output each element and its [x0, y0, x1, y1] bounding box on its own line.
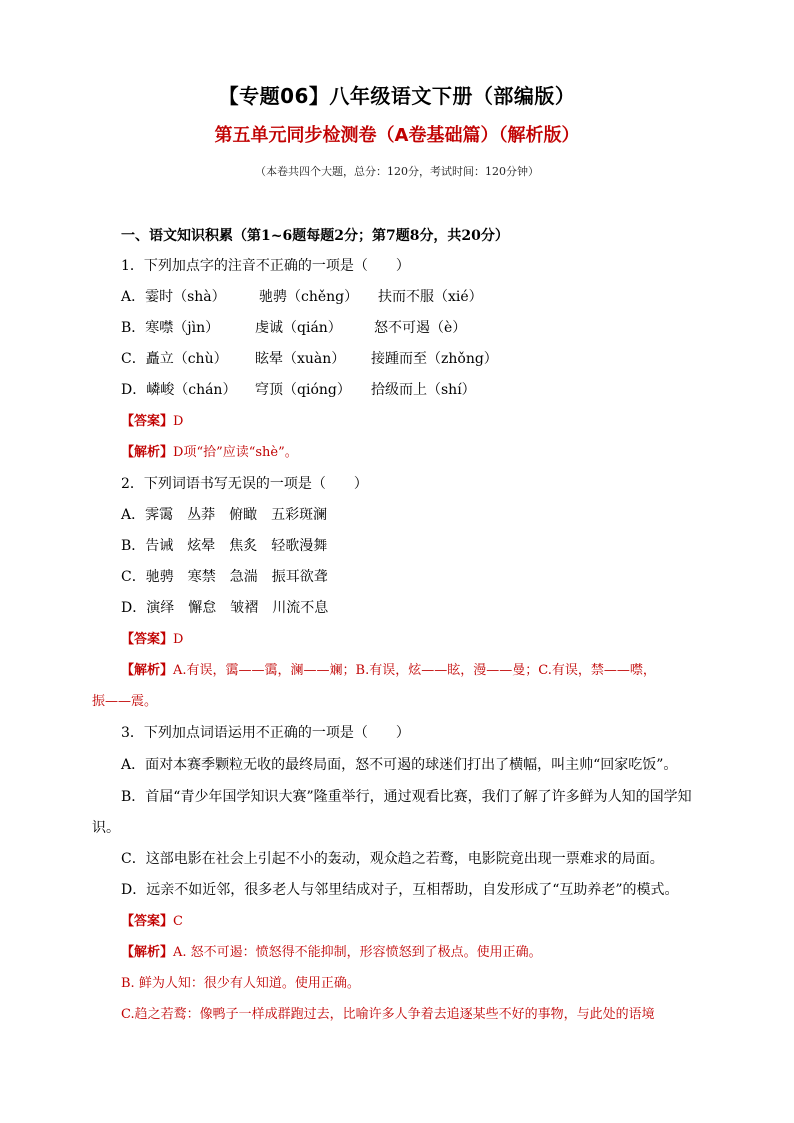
question-1-option-b	[0, 318, 794, 338]
answer-tag: 【答案】	[121, 914, 174, 929]
document-subtitle: 第五单元同步检测卷（A卷基础篇）（解析版）	[214, 125, 580, 146]
question-2-analysis	[121, 661, 656, 681]
option-part: 怒不可遏（è）	[374, 320, 467, 336]
question-3-analysis	[121, 943, 542, 963]
question-1-analysis	[121, 443, 298, 463]
analysis-text: A. 怒不可遏：愤怒得不能抑制，形容愤怒到了极点。使用正确。	[173, 945, 542, 960]
option-part: 驰骋（chěng）	[259, 289, 359, 305]
answer-value: D	[173, 632, 184, 647]
question-1-option-c	[0, 349, 794, 369]
answer-tag: 【答案】	[121, 414, 174, 429]
question-2-stem: 2．下列词语书写无误的一项是（ ）	[121, 476, 368, 492]
option-part: 拾级而上（shí）	[371, 382, 476, 398]
question-3-option-d: D．远亲不如近邻，很多老人与邻里结成对子，互相帮助，自发形成了“互助养老”的模式。	[121, 882, 679, 898]
answer-value: C	[173, 914, 183, 929]
analysis-tag: 【解析】	[121, 663, 174, 678]
question-1-answer	[121, 412, 183, 432]
question-2-option-d: D．演绎 懈怠 皱褶 川流不息	[121, 600, 329, 616]
analysis-tag: 【解析】	[121, 945, 174, 960]
question-2-option-a: A．霁霭 丛莽 俯瞰 五彩斑澜	[121, 507, 328, 523]
analysis-text: A.有误，霭——霭，澜——斓；B.有误，炫——眩，漫——曼；C.有误，禁——噤，	[173, 663, 656, 678]
section-heading: 一、语文知识积累（第1~6题每题2分；第7题8分，共20分）	[121, 228, 509, 244]
question-2-option-c: C．驰骋 寒禁 急湍 振耳欲聋	[121, 569, 328, 585]
question-1-option-a	[0, 287, 794, 307]
question-2-option-b: B．告诫 炫晕 焦炙 轻歌漫舞	[121, 538, 328, 554]
question-3-stem: 3．下列加点词语运用不正确的一项是（ ）	[121, 725, 410, 741]
question-3-option-c: C．这部电影在社会上引起不小的轰动，观众趋之若鹜，电影院竟出现一票难求的局面。	[121, 851, 664, 867]
answer-tag: 【答案】	[121, 632, 174, 647]
option-part: C．矗立（chù）	[121, 351, 228, 367]
question-3-analysis-c: C.趋之若鹜：像鸭子一样成群跑过去，比喻许多人争着去追逐某些不好的事物，与此处的语境	[121, 1007, 655, 1022]
analysis-tag: 【解析】	[121, 445, 174, 460]
analysis-text: D项“拾”应读“shè”。	[173, 445, 298, 460]
question-1-option-d	[0, 380, 794, 400]
question-3-answer	[121, 912, 183, 932]
question-1-stem: 1．下列加点字的注音不正确的一项是（ ）	[121, 258, 410, 274]
option-part: D．嶙峻（chán）	[121, 382, 237, 398]
option-part: 虔诚（qián）	[255, 320, 342, 336]
option-part: 扶而不服（xié）	[378, 289, 483, 305]
question-3-option-a: A．面对本赛季颗粒无收的最终局面，怒不可遏的球迷们打出了横幅，叫主帅“回家吃饭”。	[121, 757, 678, 773]
document-title: 【专题06】八年级语文下册（部编版）	[218, 84, 576, 108]
answer-value: D	[173, 414, 184, 429]
option-part: 穹顶（qióng）	[255, 382, 351, 398]
option-part: B．寒噤（jìn）	[121, 320, 220, 336]
option-part: A．霎时（shà）	[121, 289, 226, 305]
question-3-option-b: B．首届“青少年国学知识大赛”隆重举行，通过观看比赛，我们了解了许多鲜为人知的国学知	[121, 789, 692, 805]
question-3-option-b-cont: 识。	[92, 820, 120, 836]
question-2-analysis-cont: 振——震。	[92, 694, 158, 709]
option-part: 眩晕（xuàn）	[255, 351, 346, 367]
exam-note: （本卷共四个大题，总分：120分，考试时间：120分钟）	[255, 165, 539, 178]
question-3-analysis-b: B. 鲜为人知：很少有人知道。使用正确。	[121, 976, 360, 991]
question-2-answer	[121, 630, 183, 650]
option-part: 接踵而至（zhǒng）	[371, 351, 498, 367]
